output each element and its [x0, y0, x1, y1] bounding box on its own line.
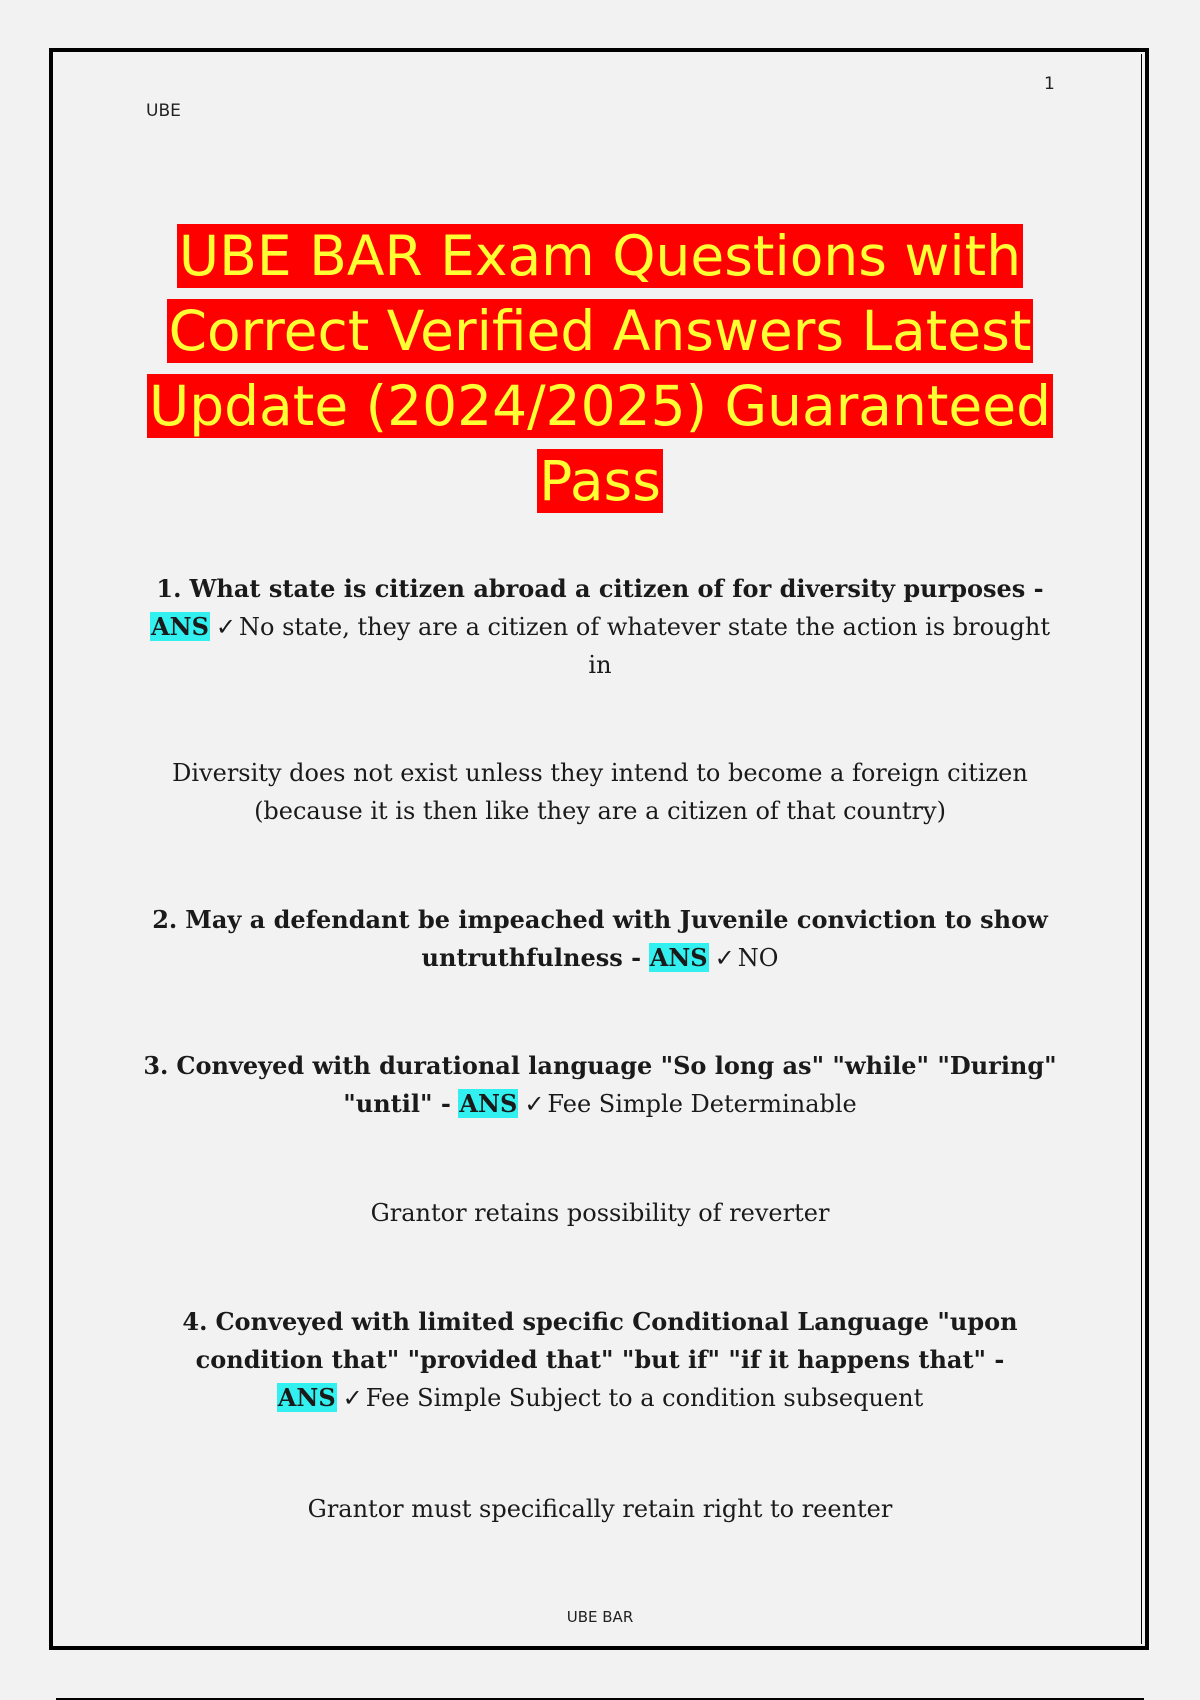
checkmark-icon: ✓	[215, 613, 237, 641]
checkmark-icon: ✓	[524, 1090, 545, 1118]
ans-label: ANS	[459, 1089, 518, 1118]
ans-label: ANS	[649, 943, 708, 972]
ans-label: ANS	[151, 612, 209, 641]
question-4	[140, 1303, 1060, 1417]
question-text: May a defendant be impeached with Juvenile conviction to show untruthfulness -	[185, 905, 1048, 972]
document-title	[100, 219, 1100, 519]
answer-text: NO	[737, 944, 779, 972]
question-number: 2.	[152, 905, 178, 934]
running-head: UBE	[146, 101, 181, 121]
question-1-note: Diversity does not exist unless they intend to become a foreign citizen (because it is then like they are a citizen of that country)	[172, 759, 1028, 825]
answer-text: No state, they are a citizen of whatever state the action is brought in	[239, 613, 1050, 679]
question-text: Conveyed with durational language "So long as" "while" "During" "until" -	[176, 1051, 1057, 1118]
question-2	[140, 901, 1060, 977]
question-number: 1.	[156, 574, 182, 603]
answer-text: Fee Simple Determinable	[547, 1090, 857, 1118]
question-text: What state is citizen abroad a citizen of for diversity purposes -	[189, 574, 1044, 603]
question-number: 3.	[143, 1051, 169, 1080]
checkmark-icon: ✓	[342, 1384, 363, 1412]
question-3-note: Grantor retains possibility of reverter	[370, 1199, 830, 1227]
document-title-text: UBE BAR Exam Questions with Correct Verified Answers Latest Update (2024/2025) Guaranteed Pass	[148, 224, 1052, 513]
page-number: 1	[1044, 74, 1055, 94]
checkmark-icon: ✓	[714, 944, 735, 972]
answer-text: Fee Simple Subject to a condition subsequent	[365, 1384, 924, 1412]
question-3	[140, 1047, 1060, 1123]
question-text: Conveyed with limited specific Conditional Language "upon condition that" "provided that" "but if" "if it happens that" -	[195, 1307, 1018, 1374]
ans-label: ANS	[277, 1383, 336, 1412]
question-4-note: Grantor must specifically retain right to reenter	[307, 1495, 893, 1523]
page-footer: UBE BAR	[566, 1608, 634, 1626]
question-number: 4.	[182, 1307, 208, 1336]
question-1	[140, 570, 1060, 684]
